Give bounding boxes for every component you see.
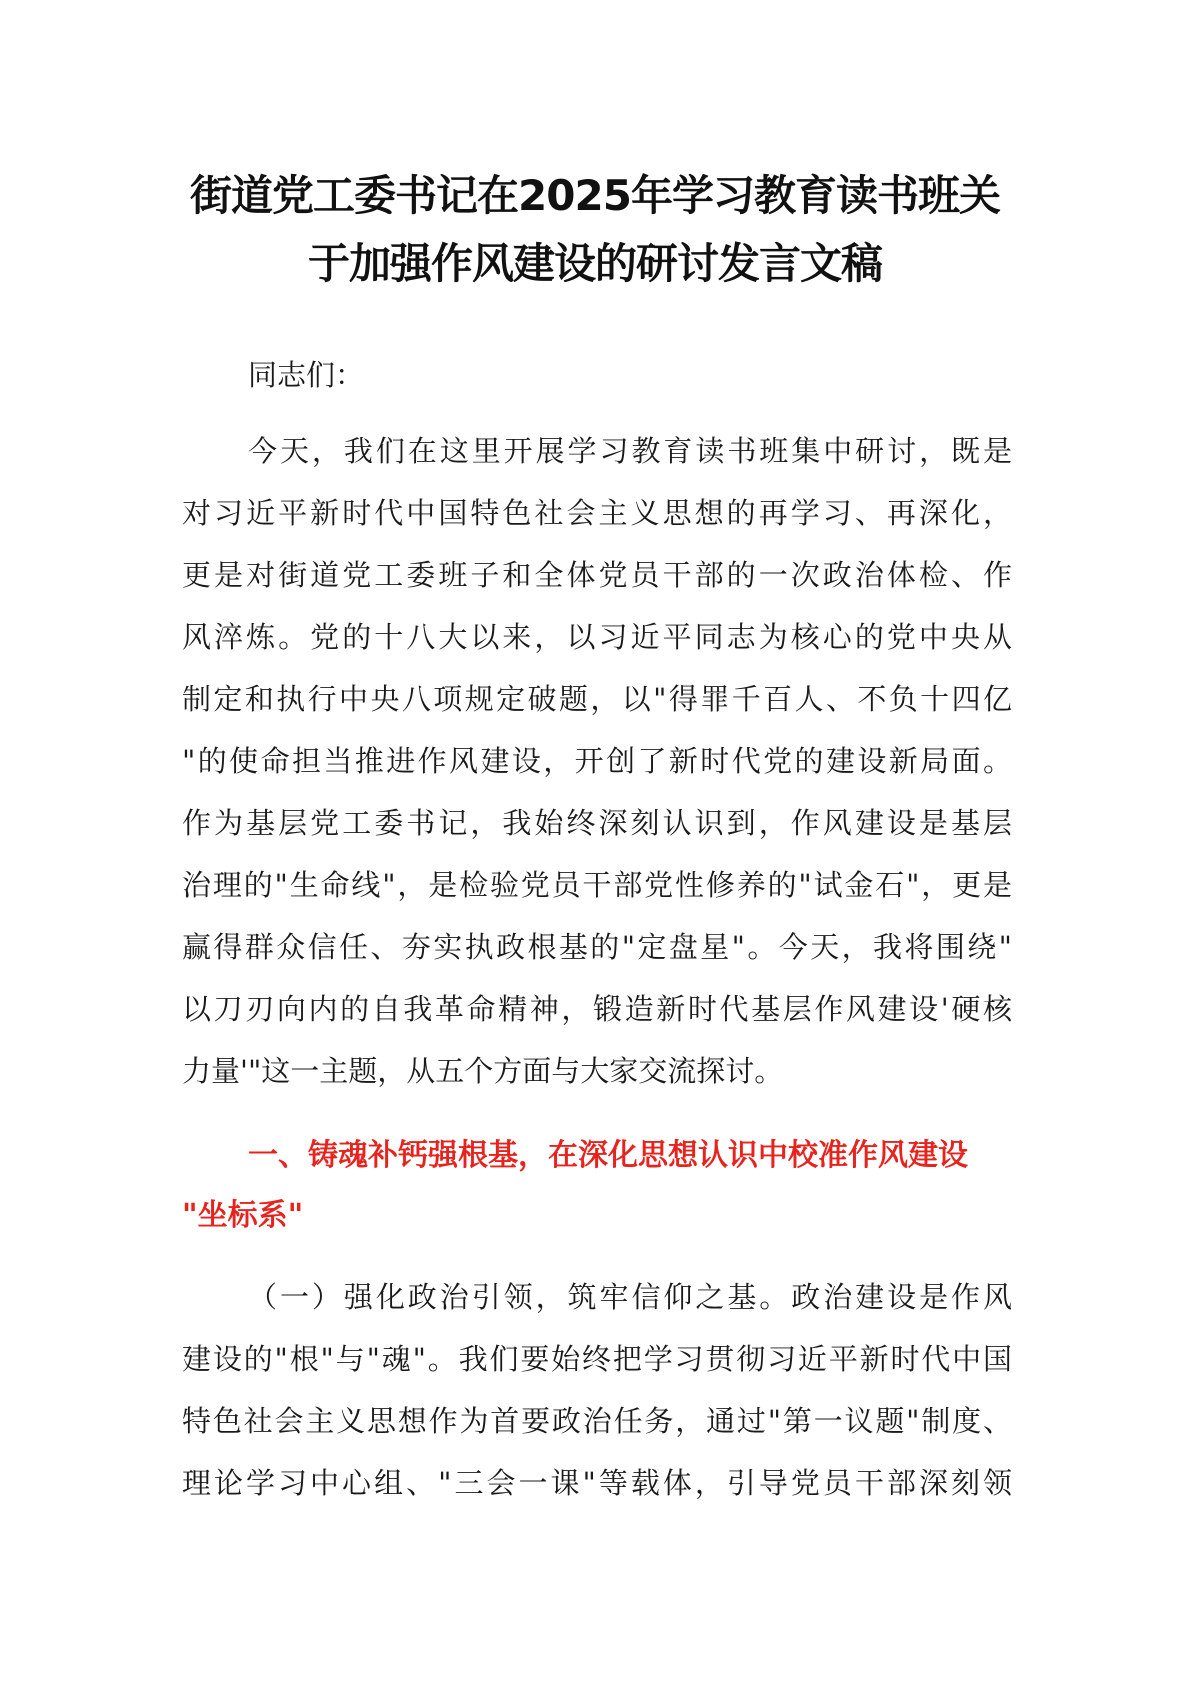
paragraph-line: （一）强化政治引领，筑牢信仰之基。政治建设是作风 bbox=[248, 1280, 1012, 1314]
document-title-line-2: 于加强作风建设的研讨发言文稿 bbox=[307, 239, 882, 288]
section-heading-line: "坐标系" bbox=[182, 1198, 304, 1233]
sub-paragraph bbox=[182, 1266, 1012, 1514]
section-heading-line: 一、铸魂补钙强根基，在深化思想认识中校准作风建设 bbox=[248, 1138, 968, 1173]
section-heading bbox=[182, 1126, 1012, 1246]
paragraph-line: 今天，我们在这里开展学习教育读书班集中研讨，既是 bbox=[248, 434, 1012, 468]
paragraph-line: 以刀刃向内的自我革命精神，锻造新时代基层作风建设'硬核 bbox=[182, 992, 1012, 1026]
paragraph-line: 特色社会主义思想作为首要政治任务，通过"第一议题"制度、 bbox=[182, 1404, 1012, 1438]
greeting: 同志们： bbox=[248, 358, 365, 392]
paragraph-line: 更是对街道党工委班子和全体党员干部的一次政治体检、作 bbox=[182, 558, 1012, 592]
paragraph-line: 治理的"生命线"，是检验党员干部党性修养的"试金石"，更是 bbox=[182, 868, 1012, 902]
paragraph-line: 制定和执行中央八项规定破题，以"得罪千百人、不负十四亿 bbox=[182, 682, 1012, 716]
paragraph-line: 作为基层党工委书记，我始终深刻认识到，作风建设是基层 bbox=[182, 806, 1012, 840]
document-title-line-1: 街道党工委书记在2025年学习教育读书班关 bbox=[190, 171, 1000, 220]
paragraph-line: 赢得群众信任、夯实执政根基的"定盘星"。今天，我将围绕" bbox=[182, 930, 1012, 964]
intro-paragraph bbox=[182, 420, 1012, 1102]
paragraph-line: 理论学习中心组、"三会一课"等载体，引导党员干部深刻领 bbox=[182, 1466, 1012, 1500]
paragraph-line: 对习近平新时代中国特色社会主义思想的再学习、再深化， bbox=[182, 496, 1012, 530]
paragraph-line: 建设的"根"与"魂"。我们要始终把学习贯彻习近平新时代中国 bbox=[182, 1342, 1012, 1376]
paragraph-line: "的使命担当推进作风建设，开创了新时代党的建设新局面。 bbox=[182, 744, 1012, 778]
paragraph-line: 风淬炼。党的十八大以来，以习近平同志为核心的党中央从 bbox=[182, 620, 1012, 654]
paragraph-line: 力量'"这一主题，从五个方面与大家交流探讨。 bbox=[182, 1054, 784, 1088]
